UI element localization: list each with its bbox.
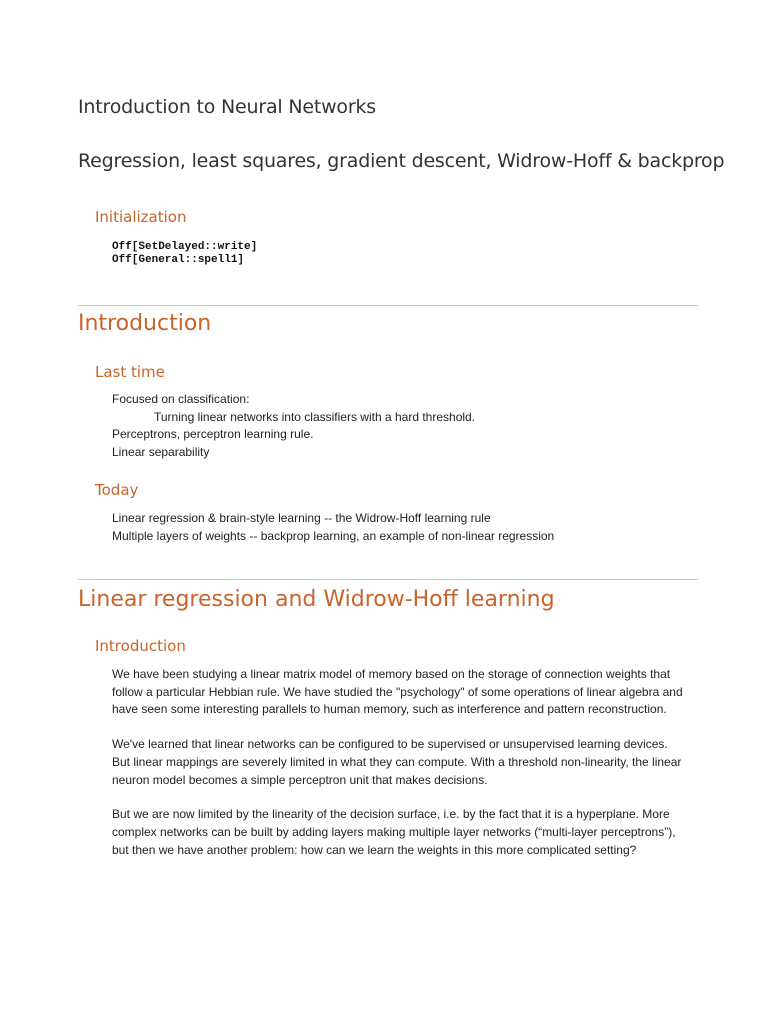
section-divider <box>78 579 698 580</box>
code-line: Off[General::spell1] <box>112 254 245 266</box>
list-item: Perceptrons, perceptron learning rule. <box>112 427 314 442</box>
list-item: Turning linear networks into classifiers with a hard threshold. <box>154 409 476 424</box>
list-item: Multiple layers of weights -- backprop learning, an example of non-linear regression <box>112 528 555 543</box>
code-line: Off[SetDelayed::write] <box>112 241 258 253</box>
last-time-list <box>112 391 687 462</box>
paragraph: But we are now limited by the linearity of the decision surface, i.e. by the fact that it is a hyperplane. More complex networks can be built by adding layers making multiple layer networks (“multi-layer perceptrons”), but then we have another problem: how can we learn the weights in this more complicated setting? <box>112 807 676 857</box>
paragraph: We have been studying a linear matrix model of memory based on the storage of connection weights that follow a particular Hebbian rule. We have studied the "psychology" of some operations of linear algebra and have seen some interesting parallels to human memory, such as interference and pattern reconstruction. <box>112 667 683 717</box>
initialization-heading: Initialization <box>95 208 187 226</box>
today-heading: Today <box>95 481 139 499</box>
linear-regression-heading: Linear regression and Widrow-Hoff learning <box>78 587 555 612</box>
section-divider <box>78 305 698 306</box>
last-time-heading: Last time <box>95 363 165 381</box>
today-list <box>112 510 687 545</box>
initialization-code <box>112 241 257 267</box>
list-item: Linear regression & brain-style learning -- the Widrow-Hoff learning rule <box>112 511 491 525</box>
introduction-heading: Introduction <box>78 311 212 336</box>
linear-regression-intro-heading: Introduction <box>95 637 186 655</box>
list-item: Linear separability <box>112 445 210 460</box>
paragraph: We've learned that linear networks can be configured to be supervised or unsupervised learning devices. But linear mappings are severely limited in what they can compute. With a threshold non-linearity, the linear neuron model becomes a simple perceptron unit that makes decisions. <box>112 737 682 787</box>
linear-regression-body <box>112 666 687 876</box>
list-item: Focused on classification: <box>112 392 250 406</box>
document-subtitle: Regression, least squares, gradient descent, Widrow-Hoff & backprop <box>78 150 725 172</box>
document-title: Introduction to Neural Networks <box>78 96 376 118</box>
